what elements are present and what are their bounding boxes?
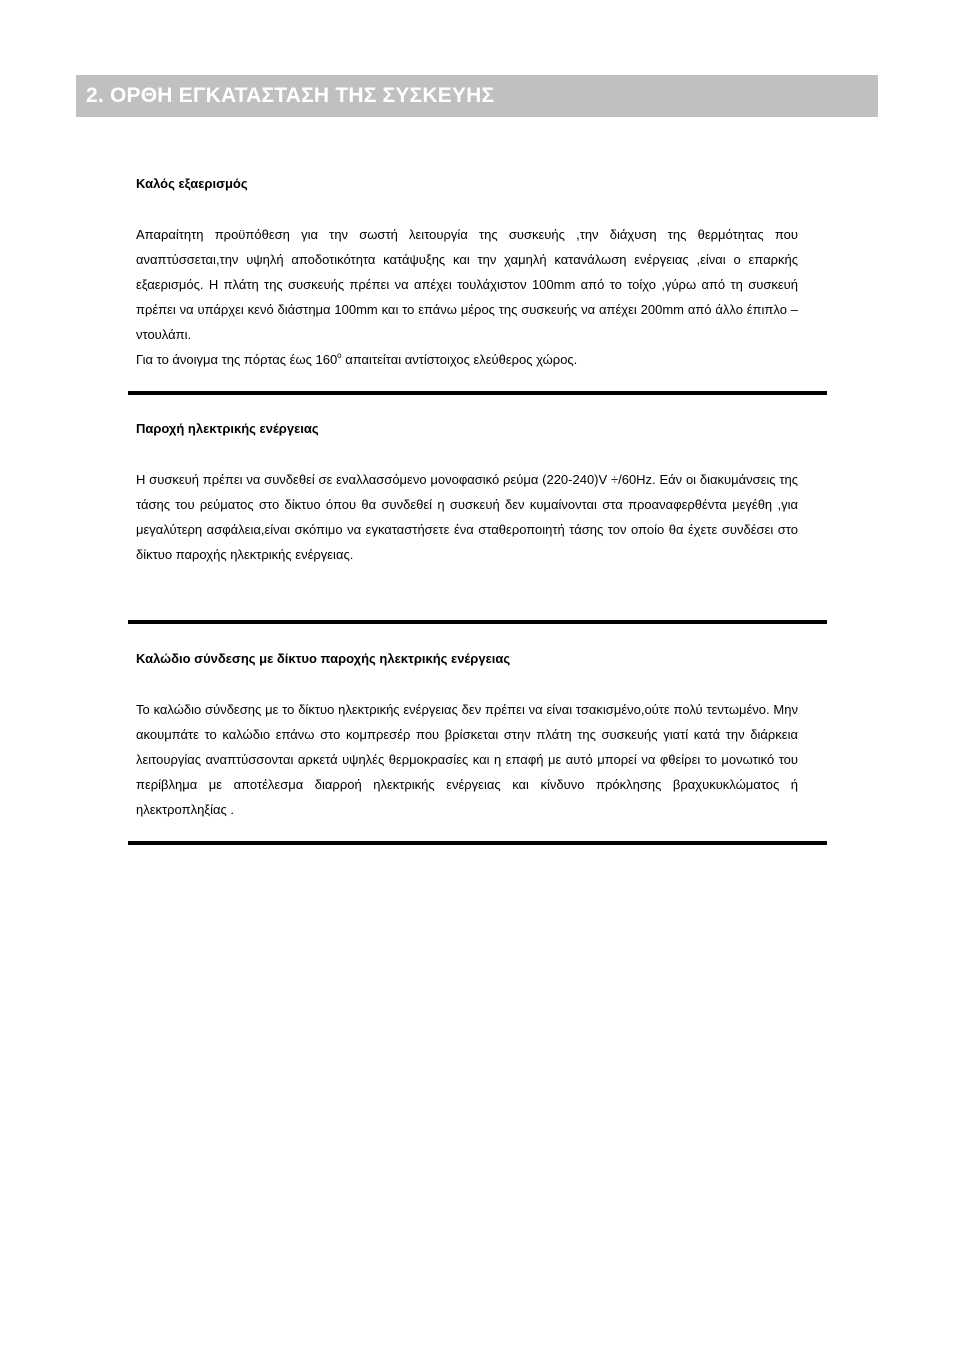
section-divider — [128, 391, 827, 395]
note-text-end: απαιτείται αντίστοιχος ελεύθερος χώρος. — [341, 352, 578, 367]
page-title: 2. ΟΡΘΗ ΕΓΚΑΤΑΣΤΑΣΗ ΤΗΣ ΣΥΣΚΕΥΗΣ — [86, 84, 495, 107]
degree-symbol: o — [337, 351, 342, 360]
section-paragraph: Απαραίτητη προϋπόθεση για την σωστή λειτουργία της συσκευής ,την διάχυση της θερμότητας που αναπτύσσεται,την υψηλή αποδοτικότητα κατάψυξης και την χαμηλή κατανάλωση ενέργειας ,είναι ο επαρκής εξαερισμός. Η πλάτη της συσκευής πρέπει να απέχει τουλάχιστον 100mm από το τοίχο ,γύρω από τη συσκευή πρέπει να υπάρχει κενό διάστημα 100mm και το επάνω μέρος της συσκευής να απέχει 200mm από άλλο έπιπλο –ντουλάπι. — [136, 227, 798, 342]
section-divider — [128, 841, 827, 845]
section-heading: Καλώδιο σύνδεσης με δίκτυο παροχής ηλεκτρικής ενέργειας — [136, 651, 511, 666]
section-paragraph: Το καλώδιο σύνδεσης με το δίκτυο ηλεκτρικής ενέργειας δεν πρέπει να είναι τσακισμένο,ούτε πολύ τεντωμένο. Μην ακουμπάτε το καλώδιο επάνω στο κομπρεσέρ που βρίσκεται στην πλάτη της συσκευής γιατί κατά την διάρκεια λειτουργίας αναπτύσσονται αρκετά υψηλές θερμοκρασίες και η επαφή με αυτό μπορεί να φθείρει το μονωτικό του περίβλημα με αποτέλεσμα διαρροή ηλεκτρικής ενέργειας και κίνδυνο πρόκλησης βραχυκυκλώματος ή ηλεκτροπληξίας . — [136, 702, 798, 817]
page-title-bar — [76, 75, 878, 117]
section-power-cord — [136, 651, 798, 822]
section-heading: Παροχή ηλεκτρικής ενέργειας — [136, 421, 319, 436]
section-divider — [128, 620, 827, 624]
door-opening-note — [136, 347, 798, 372]
note-text: Για το άνοιγμα της πόρτας έως 160 — [136, 352, 338, 367]
section-power-supply — [136, 421, 798, 567]
section-ventilation — [136, 176, 798, 372]
section-paragraph: Η συσκευή πρέπει να συνδεθεί σε εναλλασσόμενο μονοφασικό ρεύμα (220-240)V ÷/60Hz. Εάν οι διακυμάνσεις της τάσης του ρεύματος στο δίκτυο όπου θα συνδεθεί η συσκευή δεν κυμαίνονται στα προαναφερθέντα μεγέθη ,για μεγαλύτερη ασφάλεια,είναι σκόπιμο να εγκαταστήσετε ένα σταθεροποιητή τάσης τον οποίο θα έχετε συνδέσει στο δίκτυο παροχής ηλεκτρικής ενέργειας. — [136, 472, 798, 562]
section-heading: Καλός εξαερισμός — [136, 176, 248, 191]
